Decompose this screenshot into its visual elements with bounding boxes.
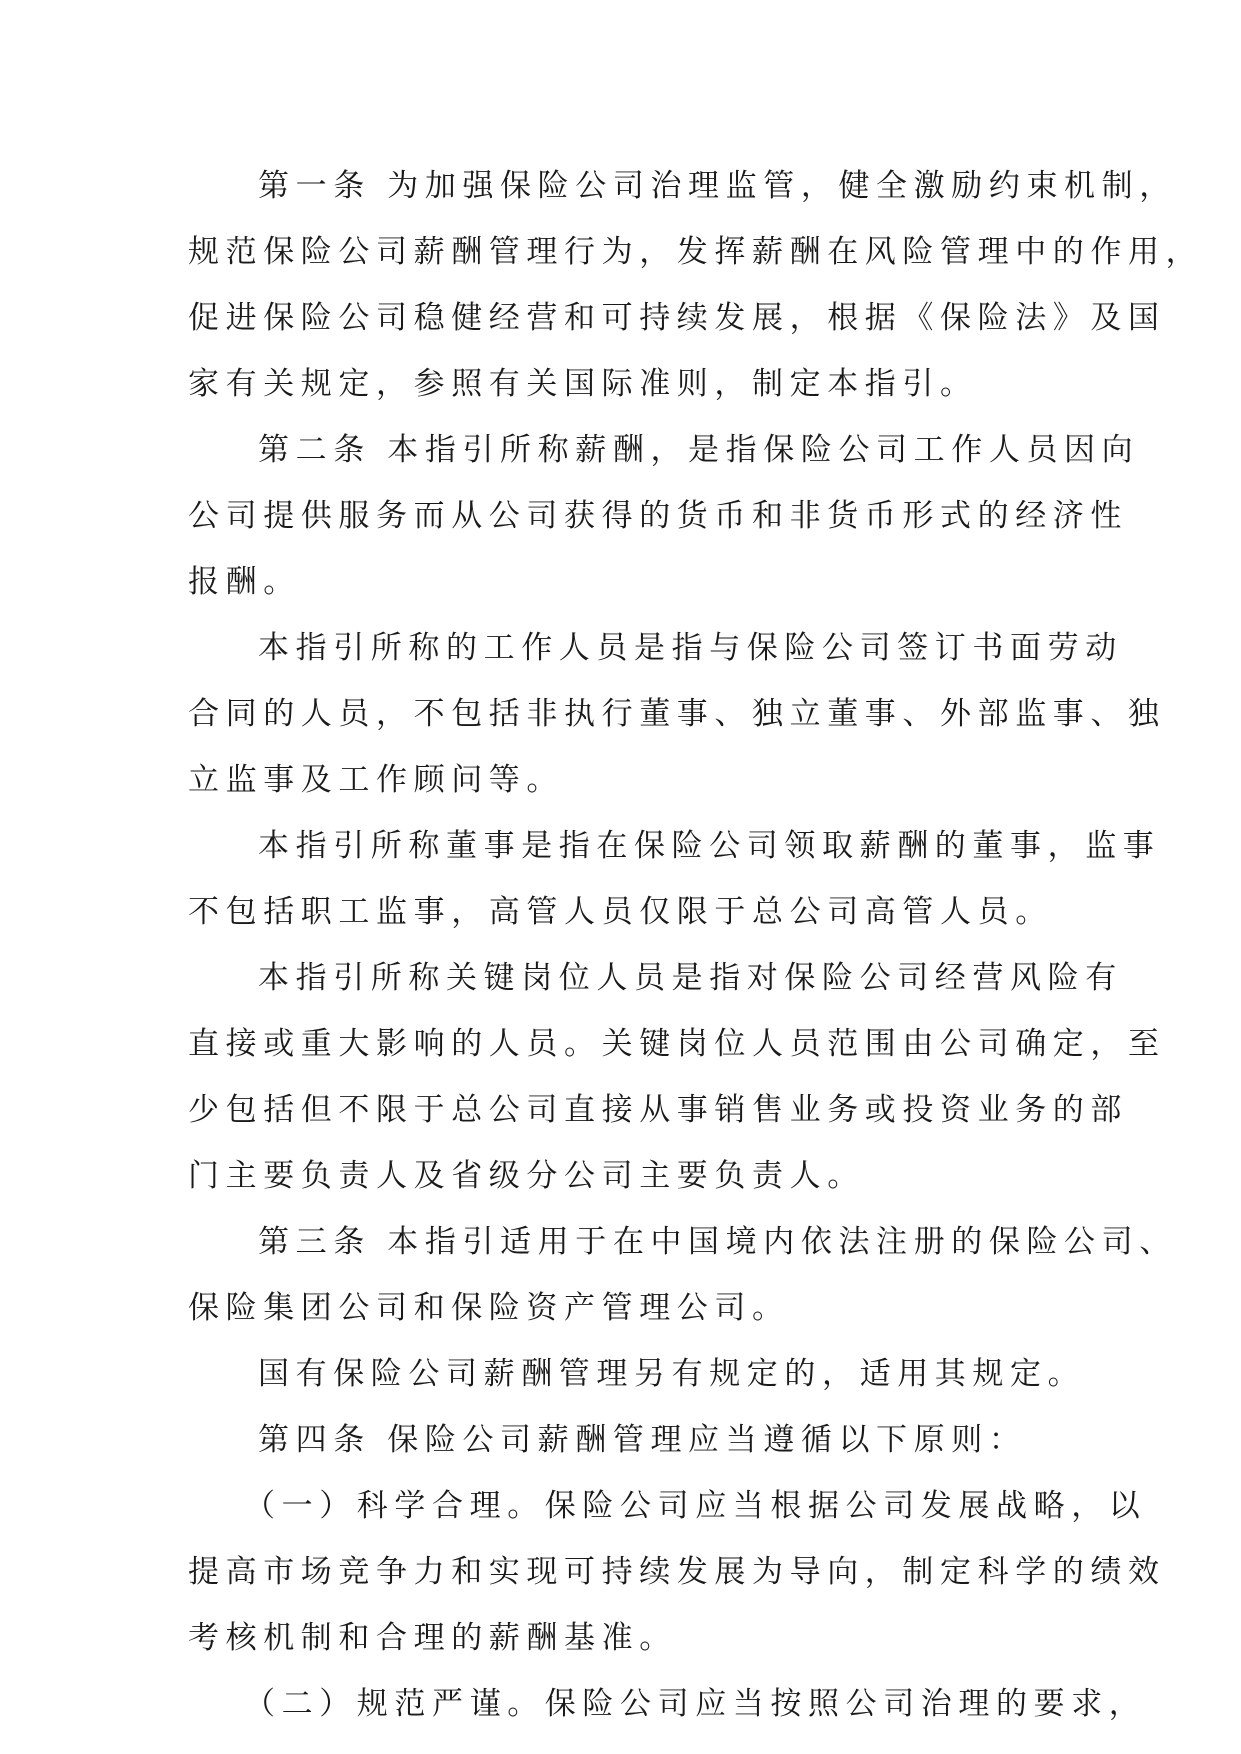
text-line: 第四条 保险公司薪酬管理应当遵循以下原则： xyxy=(258,1422,1027,1458)
text-line: 第一条 为加强保险公司治理监管，健全激励约束机制， xyxy=(258,168,1177,204)
text-line: 促进保险公司稳健经营和可持续发展，根据《保险法》及国 xyxy=(188,300,1166,336)
text-line: 第二条 本指引所称薪酬，是指保险公司工作人员因向 xyxy=(258,432,1140,468)
text-line: 考核机制和合理的薪酬基准。 xyxy=(188,1620,677,1656)
text-line: 合同的人员，不包括非执行董事、独立董事、外部监事、独 xyxy=(188,696,1166,732)
text-line: 公司提供服务而从公司获得的货币和非货币形式的经济性 xyxy=(188,498,1128,534)
text-line: 第三条 本指引适用于在中国境内依法注册的保险公司、 xyxy=(258,1224,1177,1260)
text-line: 保险集团公司和保险资产管理公司。 xyxy=(188,1290,790,1326)
text-line: 家有关规定，参照有关国际准则，制定本指引。 xyxy=(188,366,978,402)
text-line: 门主要负责人及省级分公司主要负责人。 xyxy=(188,1158,865,1194)
text-line: 立监事及工作顾问等。 xyxy=(188,762,564,798)
text-line: 不包括职工监事，高管人员仅限于总公司高管人员。 xyxy=(188,894,1053,930)
text-line: 规范保险公司薪酬管理行为，发挥薪酬在风险管理中的作用， xyxy=(188,234,1204,270)
text-line: （一）科学合理。保险公司应当根据公司发展战略，以 xyxy=(244,1488,1147,1524)
text-line: 提高市场竞争力和实现可持续发展为导向，制定科学的绩效 xyxy=(188,1554,1166,1590)
text-line: 少包括但不限于总公司直接从事销售业务或投资业务的部 xyxy=(188,1092,1128,1128)
text-line: 本指引所称董事是指在保险公司领取薪酬的董事，监事 xyxy=(258,828,1161,864)
text-line: 国有保险公司薪酬管理另有规定的，适用其规定。 xyxy=(258,1356,1086,1392)
text-line: 报酬。 xyxy=(188,564,301,600)
text-line: 直接或重大影响的人员。关键岗位人员范围由公司确定，至 xyxy=(188,1026,1166,1062)
text-line: 本指引所称的工作人员是指与保险公司签订书面劳动 xyxy=(258,630,1123,666)
text-line: 本指引所称关键岗位人员是指对保险公司经营风险有 xyxy=(258,960,1123,996)
text-line: （二）规范严谨。保险公司应当按照公司治理的要求， xyxy=(244,1686,1147,1722)
